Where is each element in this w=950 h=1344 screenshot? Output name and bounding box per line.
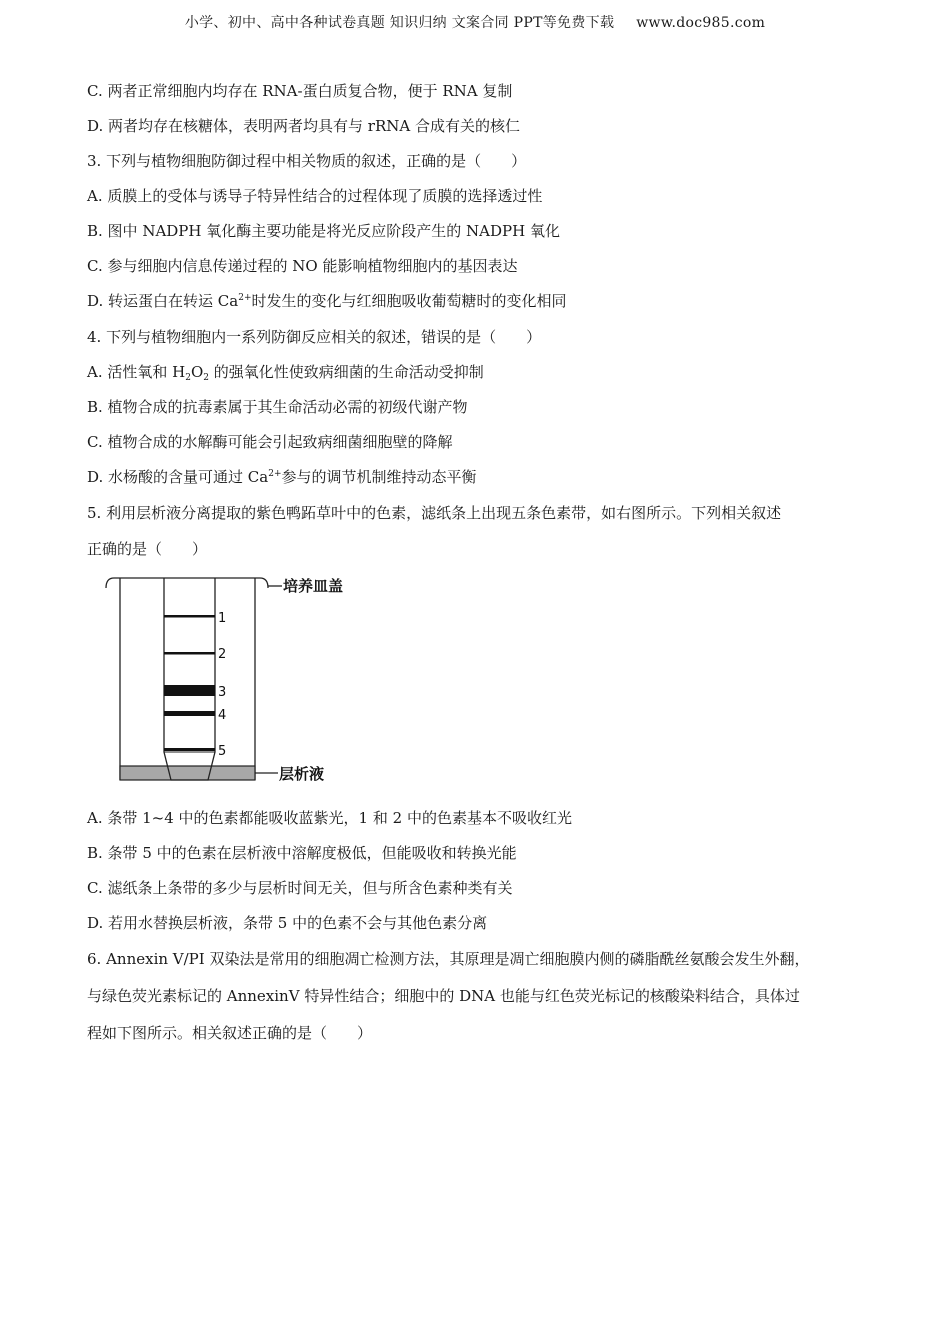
page-header [0,12,950,32]
option-c-q2: C. 两者正常细胞内均存在 RNA-蛋白质复合物，便于 RNA 复制 [87,82,513,100]
band-2 [164,652,215,655]
question-6: 6. Annexin V/PI 双染法是常用的细胞凋亡检测方法，其原理是凋亡细胞膜内侧的磷脂酰丝氨酸会发生外翻， [87,950,810,968]
band-1-label: 1 [218,611,227,626]
band-1 [164,615,215,618]
question-5-cont: 正确的是（ ） [87,540,208,558]
option-c-q4: C. 植物合成的水解酶可能会引起致病细菌细胞壁的降解 [87,433,453,451]
band-2-label: 2 [218,647,227,662]
option-d-q5: D. 若用水替换层析液，条带 5 中的色素不会与其他色素分离 [87,914,488,932]
band-5-label: 5 [218,744,227,759]
solvent-label: 层析液 [279,765,325,783]
option-c-q5: C. 滤纸条上条带的多少与层析时间无关，但与所含色素种类有关 [87,879,513,897]
option-a-q3: A. 质膜上的受体与诱导子特异性结合的过程体现了质膜的选择透过性 [87,187,543,205]
chromatography-figure [100,574,370,786]
question-5: 5. 利用层析液分离提取的紫色鸭跖草叶中的色素，滤纸条上出现五条色素带，如右图所示。下列相关叙述 [87,504,782,522]
option-c-q3: C. 参与细胞内信息传递过程的 NO 能影响植物细胞内的基因表达 [87,257,518,275]
question-6-cont2: 程如下图所示。相关叙述正确的是（ ） [87,1024,373,1042]
option-d-q4: D. 水杨酸的含量可通过 $Ca^{2+}$参与的调节机制维持动态平衡 [87,468,477,486]
option-b-q3: B. 图中 NADPH 氧化酶主要功能是将光反应阶段产生的 NADPH 氧化 [87,222,560,240]
band-3 [164,685,215,696]
lid-label: 培养皿盖 [283,577,344,595]
option-d-q3: D. 转运蛋白在转运 $Ca^{2+}$时发生的变化与红细胞吸收葡萄糖时的变化相同 [87,292,567,310]
solvent-layer [120,766,255,780]
question-4: 4. 下列与植物细胞内一系列防御反应相关的叙述，错误的是（ ） [87,328,542,346]
band-4 [164,711,215,716]
option-a-q4: A. 活性氧和 $H_2O_2$ 的强氧化性使致病细菌的生命活动受抑制 [87,363,484,383]
band-4-label: 4 [218,708,227,723]
band-3-label: 3 [218,685,227,700]
chromatography-diagram [100,574,370,786]
option-b-q5: B. 条带 5 中的色素在层析液中溶解度极低，但能吸收和转换光能 [87,844,517,862]
option-d-q2: D. 两者均存在核糖体，表明两者均具有与 rRNA 合成有关的核仁 [87,117,520,135]
question-6-cont1: 与绿色荧光素标记的 AnnexinV 特异性结合；细胞中的 DNA 也能与红色荧光标记的核酸染料结合，具体过 [87,987,800,1005]
option-b-q4: B. 植物合成的抗毒素属于其生命活动必需的初级代谢产物 [87,398,468,416]
band-5 [164,748,215,751]
header-site: www.doc985.com [636,15,766,31]
petri-lid [106,578,268,588]
question-3: 3. 下列与植物细胞防御过程中相关物质的叙述，正确的是（ ） [87,152,527,170]
option-a-q5: A. 条带 1~4 中的色素都能吸收蓝紫光，1 和 2 中的色素基本不吸收红光 [87,809,572,827]
header-text: 小学、初中、高中各种试卷真题 知识归纳 文案合同 PPT等免费下载 [184,15,615,31]
